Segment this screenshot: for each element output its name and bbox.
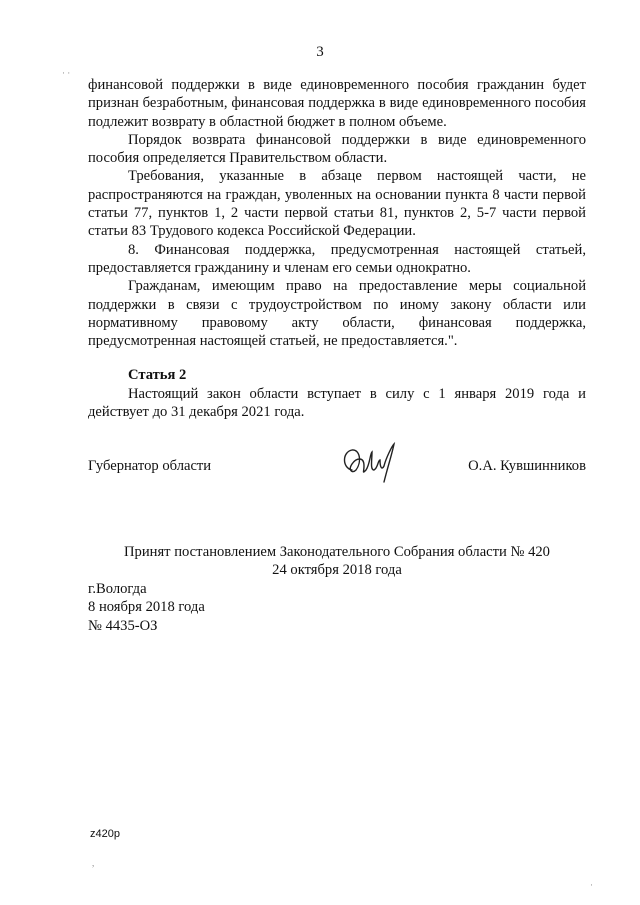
adoption-line-2: 24 октября 2018 года <box>272 562 402 579</box>
law-metadata <box>88 580 205 635</box>
footer-code: z420p <box>90 828 120 840</box>
law-date: 8 ноября 2018 года <box>88 599 205 616</box>
paragraph-continuation: финансовой поддержки в виде единовременного пособия гражданин будет признан безработным, финансовая поддержка в виде единовременного пособия подлежит возврату в областной бюджет в полном объеме. <box>88 77 586 130</box>
page-number: 3 <box>316 44 324 60</box>
signatory-name: О.А. Кувшинников <box>468 458 586 474</box>
article-2-text: Настоящий закон области вступает в силу с 1 января 2019 года и действует до 31 декабря 2021 года. <box>88 385 586 421</box>
scan-speck: · <box>590 880 593 890</box>
paragraph-requirements: Требования, указанные в абзаце первом настоящей части, не распространяются на граждан, уволенных на основании пункта 8 части первой статьи 77, пунктов 1, 2 части первой статьи 81, пунктов 2, 5-7 части первой статьи 83 Трудового кодекса Российской Федерации. <box>88 168 586 240</box>
handwritten-signature-icon <box>338 440 402 486</box>
signatory-title: Губернатор области <box>88 458 212 474</box>
paragraph-other-law: Гражданам, имеющим право на предоставление меры социальной поддержки в связи с трудоустройством по иному закону области или нормативному правовому акту области, финансовая поддержка, предусмотренная настоящей статьей, не предоставляется.". <box>88 278 586 350</box>
adoption-note <box>88 543 586 580</box>
adoption-line-1: Принят постановлением Законодательного Собрания области № 420 <box>124 544 550 560</box>
article-2-heading: Статья 2 <box>128 367 187 384</box>
signature-block <box>88 458 586 480</box>
law-number: № 4435-ОЗ <box>88 617 158 634</box>
law-body <box>88 76 586 421</box>
scan-speck: · · <box>62 68 71 78</box>
scan-speck: , <box>92 858 95 868</box>
city: г.Вологда <box>88 581 147 597</box>
paragraph-item-8: 8. Финансовая поддержка, предусмотренная настоящей статьей, предоставляется гражданину и членам его семьи однократно. <box>88 241 586 276</box>
paragraph-return-procedure: Порядок возврата финансовой поддержки в виде единовременного пособия определяется Правительством области. <box>88 131 586 167</box>
